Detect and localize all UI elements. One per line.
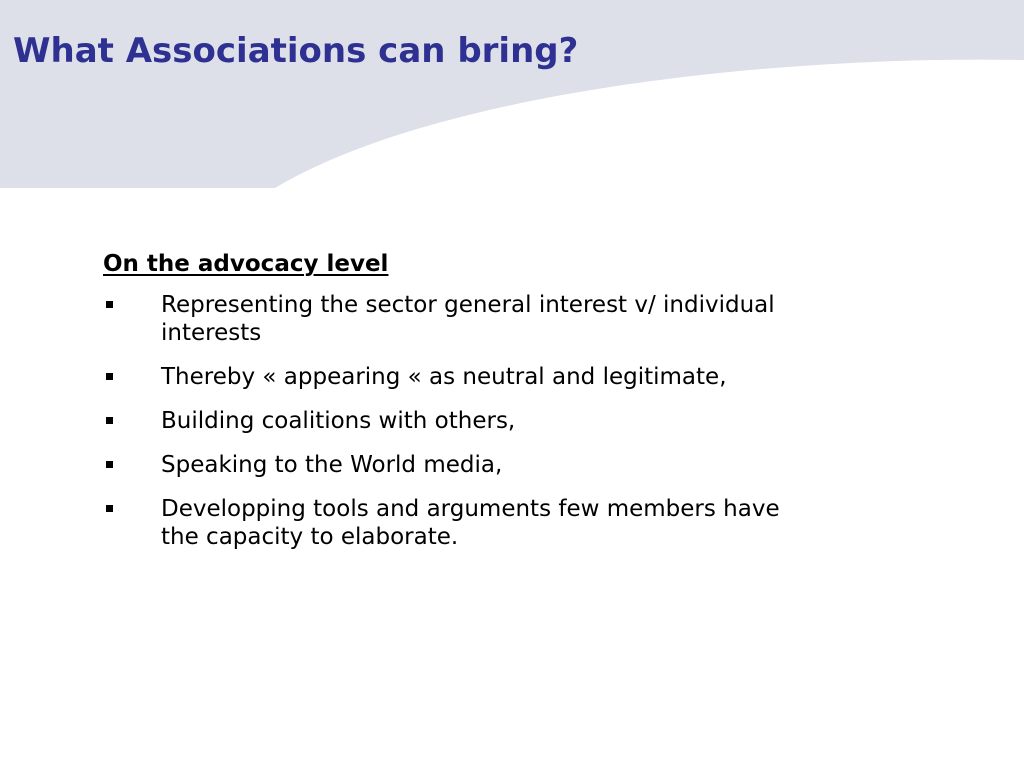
bullet-text: Representing the sector general interest v/ individual interests xyxy=(161,292,775,346)
bullet-list xyxy=(103,291,823,551)
section-heading: On the advocacy level xyxy=(103,251,389,277)
square-bullet-icon xyxy=(106,417,113,424)
square-bullet-icon xyxy=(106,373,113,380)
bullet-item xyxy=(103,407,823,435)
slide-content xyxy=(103,247,823,567)
bullet-text: Building coalitions with others, xyxy=(161,408,516,434)
bullet-text: Thereby « appearing « as neutral and legitimate, xyxy=(161,364,727,390)
bullet-text: Developping tools and arguments few members have the capacity to elaborate. xyxy=(161,496,780,550)
bullet-item xyxy=(103,495,823,551)
bullet-item xyxy=(103,291,823,347)
square-bullet-icon xyxy=(106,301,113,308)
square-bullet-icon xyxy=(106,461,113,468)
bullet-text: Speaking to the World media, xyxy=(161,452,503,478)
bullet-item xyxy=(103,363,823,391)
square-bullet-icon xyxy=(106,505,113,512)
slide-title: What Associations can bring? xyxy=(13,31,579,71)
bullet-item xyxy=(103,451,823,479)
